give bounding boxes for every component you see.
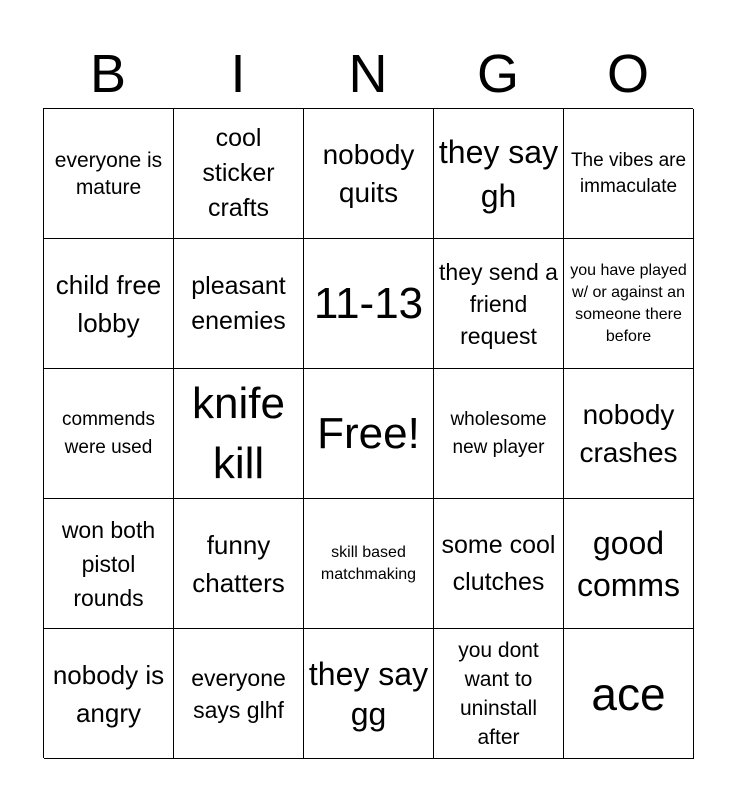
cell-text: The vibes are immaculate: [570, 149, 687, 197]
cell-text: wholesome new player: [450, 408, 547, 458]
bingo-header: [43, 40, 693, 108]
bingo-cell[interactable]: [44, 369, 174, 499]
bingo-cell[interactable]: [304, 369, 434, 499]
bingo-cell[interactable]: [564, 109, 694, 239]
cell-text: Free!: [317, 408, 420, 458]
cell-text: everyone is mature: [54, 148, 163, 199]
cell-text: skill based matchmaking: [320, 543, 417, 583]
cell-text: nobody quits: [322, 138, 415, 208]
cell-text: everyone says glhf: [191, 664, 286, 723]
bingo-cell[interactable]: [434, 629, 564, 759]
bingo-cell[interactable]: [434, 239, 564, 369]
cell-text: you have played w/ or against an someone there before: [570, 261, 687, 345]
bingo-cell[interactable]: [174, 629, 304, 759]
cell-text: they say gh: [438, 133, 559, 214]
bingo-grid: [43, 108, 693, 758]
bingo-cell[interactable]: [174, 369, 304, 499]
header-letter-b: B: [89, 44, 127, 104]
bingo-cell[interactable]: [304, 629, 434, 759]
bingo-cell[interactable]: [564, 369, 694, 499]
cell-text: funny chatters: [192, 529, 285, 598]
bingo-cell[interactable]: [564, 629, 694, 759]
cell-text: cool sticker crafts: [202, 124, 275, 222]
cell-text: pleasant enemies: [191, 271, 286, 335]
cell-text: knife kill: [192, 378, 285, 488]
bingo-cell[interactable]: [564, 499, 694, 629]
bingo-cell[interactable]: [434, 369, 564, 499]
cell-text: commends were used: [62, 408, 155, 458]
header-letter-g: G: [476, 44, 519, 104]
bingo-cell[interactable]: [304, 499, 434, 629]
bingo-cell[interactable]: [304, 109, 434, 239]
bingo-cell[interactable]: [434, 109, 564, 239]
header-letter-i: I: [230, 44, 246, 104]
bingo-cell[interactable]: [174, 499, 304, 629]
bingo-cell[interactable]: [564, 239, 694, 369]
bingo-cell[interactable]: [434, 499, 564, 629]
cell-text: nobody crashes: [579, 398, 678, 468]
bingo-cell[interactable]: [44, 109, 174, 239]
bingo-cell[interactable]: [174, 239, 304, 369]
header-letter-n: N: [348, 44, 388, 104]
cell-text: ace: [591, 667, 666, 720]
cell-text: 11-13: [313, 278, 424, 328]
bingo-cell[interactable]: [174, 109, 304, 239]
cell-text: they say gg: [308, 655, 429, 732]
cell-text: won both pistol rounds: [61, 516, 156, 611]
cell-text: child free lobby: [55, 269, 162, 338]
header-letter-o: O: [606, 44, 649, 104]
cell-text: good comms: [576, 524, 681, 603]
cell-text: they send a friend request: [439, 258, 558, 349]
bingo-cell[interactable]: [44, 239, 174, 369]
bingo-cell[interactable]: [44, 629, 174, 759]
cell-text: some cool clutches: [441, 530, 556, 596]
bingo-cell[interactable]: [44, 499, 174, 629]
cell-text: you dont want to uninstall after: [458, 638, 539, 749]
cell-text: nobody is angry: [52, 659, 165, 728]
bingo-cell[interactable]: [304, 239, 434, 369]
